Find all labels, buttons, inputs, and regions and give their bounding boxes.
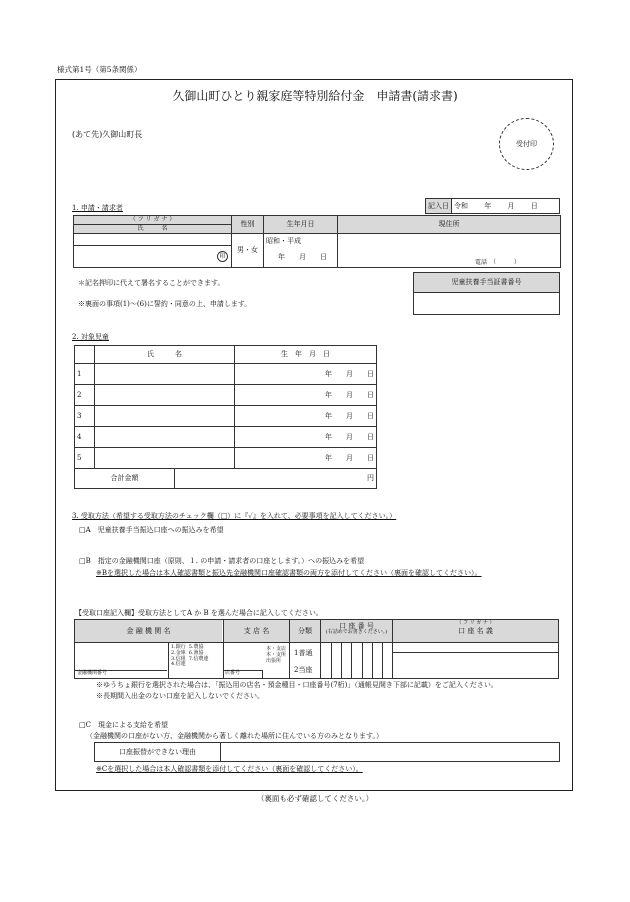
child-row — [75, 448, 377, 469]
branch-code-label: 店番号 — [225, 670, 241, 676]
long-term-note: ※長期間入出金のない口座を記入しないでください。 — [96, 692, 264, 700]
section3-heading: 3. 受取方法（希望する受取方法のチェック欄（□）に『✓』を入れて、必要事項を記入してください。） — [72, 512, 397, 520]
option-c-note: ※Cを選択した場合は本人確認書類を添付してください（裏面を確認してください）。 — [96, 765, 363, 773]
branch-input[interactable]: 本・支店 本・支所 出張所 — [223, 643, 289, 679]
footer-note: （裏面も必ず確認してください。） — [256, 794, 374, 803]
address-label: 現住所 — [338, 216, 561, 234]
account-number-col: 口 座 番 号 — [339, 622, 374, 630]
bank-type-selector[interactable]: 1.銀行 2.金庫 3.信組 4.信連 5.農協 6.漁協 7.信農連 — [168, 643, 222, 679]
day-unit: 日 — [530, 201, 538, 210]
holder-col: 口 座 名 義 — [458, 626, 493, 635]
holder-furigana-input[interactable] — [392, 643, 558, 653]
child-name-input[interactable] — [95, 364, 235, 385]
bank-name-input[interactable] — [75, 643, 167, 669]
stamp-label: 受付印 — [516, 139, 537, 148]
child-row — [75, 406, 377, 427]
era: 令和 — [454, 201, 468, 210]
child-birth-col: 生 年 月 日 — [235, 346, 377, 364]
account-number-input[interactable] — [320, 643, 392, 679]
cert-table — [413, 272, 560, 315]
cert-number-input[interactable] — [414, 293, 560, 315]
bank-code-input[interactable] — [75, 670, 167, 679]
children-table — [74, 345, 377, 489]
birth-era: 昭和・平成 — [266, 237, 301, 245]
child-birth-input[interactable]: 年 月 日 — [235, 364, 377, 385]
gender-field[interactable]: 男・女 — [232, 234, 264, 268]
option-b-checkbox[interactable]: □B 指定の金融機関口座（原則、１. の申請・請求者の口座とします。）への振込みを希望 — [79, 557, 365, 565]
bank-name-col: 金 融 機 関 名 — [75, 620, 222, 642]
account-kind-selector[interactable]: 1普通 2当座 — [289, 643, 320, 679]
total-label: 合計金額 — [75, 469, 175, 489]
child-birth-input[interactable]: 年 月 日 — [235, 406, 377, 427]
name-input[interactable] — [74, 246, 232, 268]
child-row — [75, 385, 377, 406]
bank-account-grid — [74, 619, 559, 679]
addressee: (あて先)久御山町長 — [72, 130, 143, 139]
option-c-checkbox[interactable]: □C 現金による支給を希望 — [79, 721, 168, 729]
section1-heading: 1. 申請・請求者 — [72, 204, 123, 212]
child-name-input[interactable] — [95, 406, 235, 427]
month-unit: 月 — [507, 201, 515, 210]
child-row-number: 4 — [75, 427, 95, 448]
branch-col: 支 店 名 — [223, 620, 289, 642]
fill-date-field[interactable] — [452, 199, 560, 214]
holder-furigana-label: （ フ リ ガ ナ ） — [456, 620, 495, 626]
form-number: 様式第1号（第5条関係） — [57, 65, 142, 74]
address-field[interactable] — [338, 234, 561, 268]
total-amount-input[interactable]: 円 — [175, 469, 377, 489]
child-name-input[interactable] — [95, 448, 235, 469]
reason-label: 口座振替ができない理由 — [95, 743, 221, 762]
yucho-note: ※ゆうちょ銀行を選択された場合は、「振込用の店名・預金種目・口座番号(7桁)」（通帳見開き下部に記載）をご記入ください。 — [96, 681, 498, 689]
furigana-input[interactable] — [74, 234, 232, 246]
child-row-number: 3 — [75, 406, 95, 427]
signature-note: ＊記名押印に代えて署名することができます。 — [78, 279, 225, 287]
form-title: 久御山町ひとり親家庭等特別給付金 申請書(請求書) — [172, 89, 458, 103]
seal-mark: 印 — [217, 251, 228, 262]
cert-label: 児童扶養手当証書番号 — [414, 273, 560, 293]
pledge-note: ※裏面の事項(1)～(6)に誓約・同意の上、申請します。 — [78, 300, 252, 308]
fill-date-table — [425, 198, 560, 214]
furigana-label: （ フ リ ガ ナ ） — [74, 216, 232, 225]
child-row-number: 2 — [75, 385, 95, 406]
child-row — [75, 427, 377, 448]
child-birth-input[interactable]: 年 月 日 — [235, 385, 377, 406]
branch-code-input[interactable] — [223, 670, 263, 679]
birth-label: 生年月日 — [264, 216, 338, 234]
bank-heading: 【受取口座記入欄】受取方法としてA か B を選んだ場合に記入してください。 — [75, 609, 323, 617]
child-name-col: 氏 名 — [95, 346, 235, 364]
reason-input[interactable] — [221, 743, 560, 762]
child-row-number: 5 — [75, 448, 95, 469]
kind-col: 分類 — [289, 620, 320, 642]
birthdate-field[interactable] — [264, 234, 338, 268]
child-birth-input[interactable]: 年 月 日 — [235, 448, 377, 469]
reason-table — [94, 742, 560, 762]
option-c-sub: （金融機関の口座がない方、金融機関から著しく離れた場所に住んでいる方のみとなります。） — [86, 732, 383, 740]
fill-date-label: 記入日 — [426, 199, 452, 214]
bank-code-label: 金融機関番号 — [77, 670, 108, 676]
reception-stamp-circle — [499, 118, 554, 170]
birth-ymd: 年 月 日 — [278, 253, 327, 262]
applicant-table — [73, 215, 561, 268]
phone-label: 電話 （ ） — [474, 259, 520, 267]
name-label: 氏 名 — [74, 225, 232, 234]
child-name-input[interactable] — [95, 427, 235, 448]
child-name-input[interactable] — [95, 385, 235, 406]
child-row-number: 1 — [75, 364, 95, 385]
child-birth-input[interactable]: 年 月 日 — [235, 427, 377, 448]
account-number-sub: (右詰めでお書きください。) — [325, 629, 388, 636]
section2-heading: 2. 対象児童 — [72, 333, 109, 341]
option-b-note: ※Bを選択した場合は本人確認書類と振込先金融機関口座確認書類の両方を添付してください（裏面を確認してください）。 — [96, 569, 482, 577]
holder-name-input[interactable] — [392, 653, 558, 679]
gender-label: 性別 — [232, 216, 264, 234]
child-row — [75, 364, 377, 385]
year-unit: 年 — [484, 201, 492, 210]
option-a-checkbox[interactable]: □A 児童扶養手当振込口座への振込みを希望 — [79, 526, 224, 534]
